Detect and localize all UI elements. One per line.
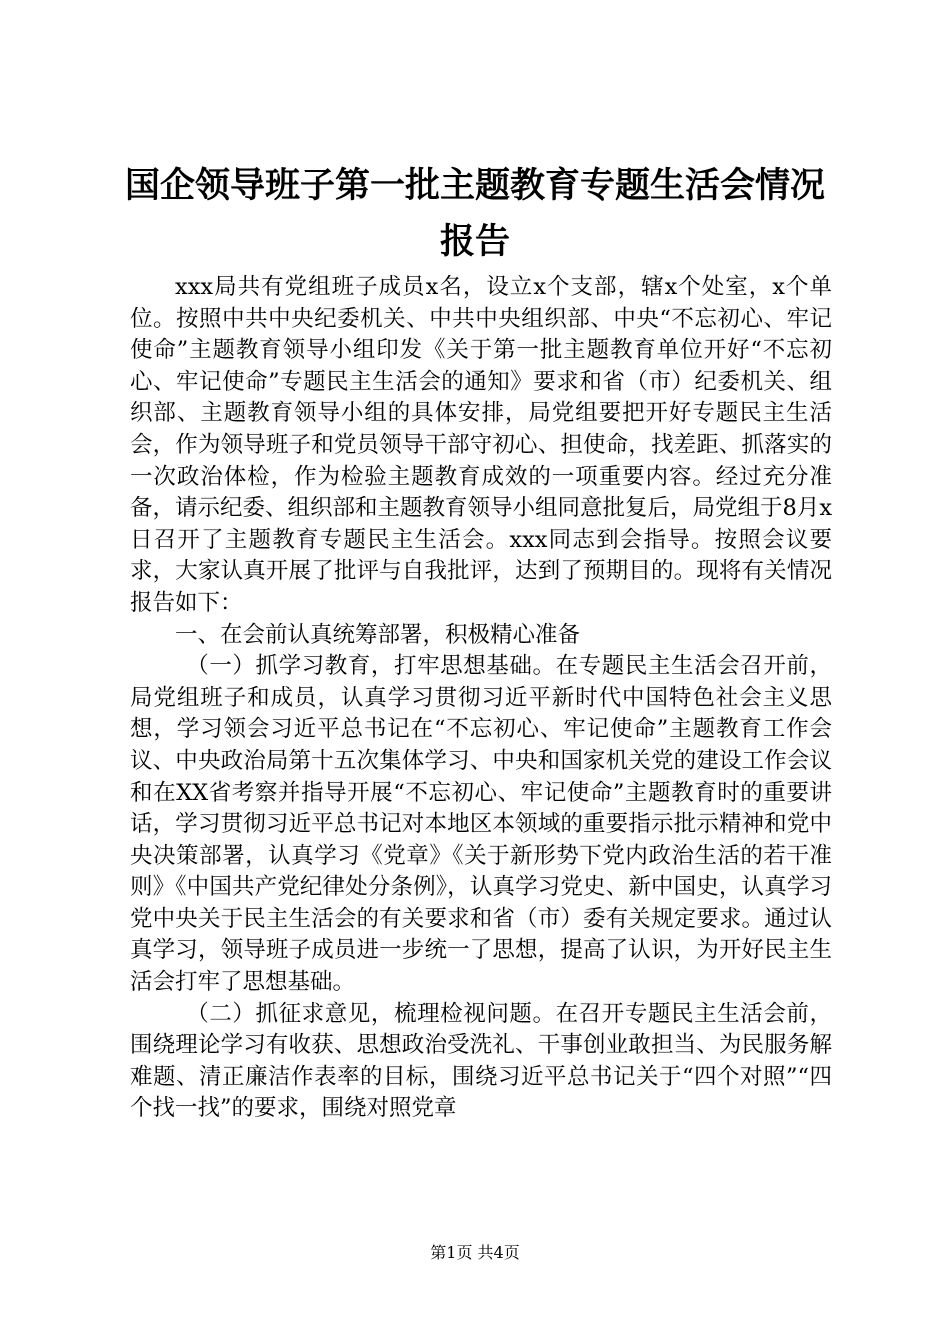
page-footer: 第1页 共4页 bbox=[430, 1243, 520, 1262]
paragraph-study: （一）抓学习教育，打牢思想基础。在专题民主生活会召开前，局党组班子和成员，认真学习贯彻习近平新时代中国特色社会主义思想，学习领会习近平总书记在“不忘初心、牢记使命”主题教育工作会议、中央政治局第十五次集体学习、中央和国家机关党的建设工作会议和在XX省考察并指导开展“不忘初心、牢记使命”主题教育时的重要讲话，学习贯彻习近平总书记对本地区本领域的重要指示批示精神和党中央决策部署，认真学习《党章》《关于新形势下党内政治生活的若干准则》《中国共产党纪律处分条例》，认真学习党史、新中国史，认真学习党中央关于民主生活会的有关要求和省（市）委有关规定要求。通过认真学习，领导班子成员进一步统一了思想，提高了认识，为开好民主生活会打牢了思想基础。 bbox=[130, 653, 832, 996]
paragraph-opinions: （二）抓征求意见，梳理检视问题。在召开专题民主生活会前，围绕理论学习有收获、思想政治受洗礼、干事创业敢担当、为民服务解难题、清正廉洁作表率的目标，围绕习近平总书记关于“四个对照”“四个找一找”的要求，围绕对照党章 bbox=[130, 1000, 832, 1122]
document-body bbox=[130, 272, 832, 1125]
document-title: 国企领导班子第一批主题教育专题生活会情况报告 bbox=[124, 166, 825, 262]
paragraph-intro: xxx局共有党组班子成员x名，设立x个支部，辖x个处室，x个单位。按照中共中央纪委机关、中共中央组织部、中央“不忘初心、牢记使命”主题教育领导小组印发《关于第一批主题教育单位开好“不忘初心、牢记使命”专题民主生活会的通知》要求和省（市）纪委机关、组织部、主题教育领导小组的具体安排，局党组要把开好专题民主生活会，作为领导班子和党员领导干部守初心、担使命，找差距、抓落实的一次政治体检，作为检验主题教育成效的一项重要内容。经过充分准备，请示纪委、组织部和主题教育领导小组同意批复后，局党组于8月x日召开了主题教育专题民主生活会。xxx同志到会指导。按照会议要求，大家认真开展了批评与自我批评，达到了预期目的。现将有关情况报告如下： bbox=[130, 274, 833, 616]
section-heading-1: 一、在会前认真统筹部署，积极精心准备 bbox=[175, 621, 581, 648]
